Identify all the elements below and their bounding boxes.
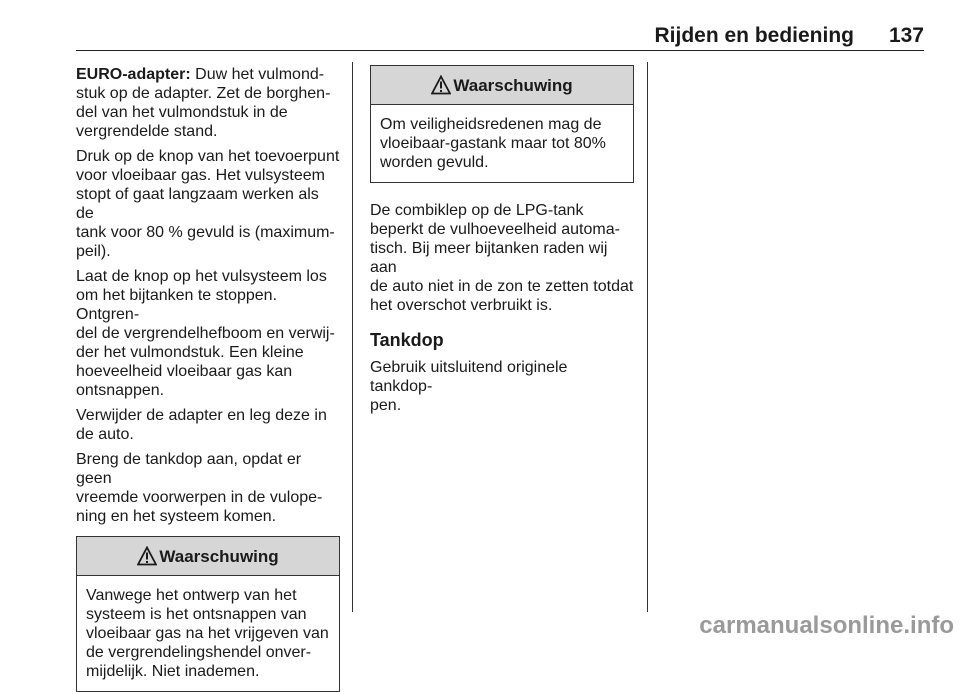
warning-box-left <box>76 536 340 692</box>
paragraph-fit-cap: Breng de tankdop aan, opdat er geen vreemde voorwerpen in de vulope- ning en het systeem komen. <box>76 451 323 525</box>
column-divider-right <box>647 62 648 612</box>
column-divider-left <box>352 62 353 612</box>
warning-header <box>371 66 633 105</box>
right-column <box>370 65 634 421</box>
euro-adapter-label: EURO-adapter: <box>76 66 191 83</box>
paragraph-press-button: Druk op de knop van het toevoerpunt voor vloeibaar gas. Het vulsysteem stopt of gaat langzaam werken als de tank voor 80 % gevuld is (maximum- peil). <box>76 148 340 260</box>
section-heading-tankdop: Tankdop <box>370 330 444 350</box>
footer-watermark: carmanualsonline.info <box>699 612 954 639</box>
warning-box-right <box>370 65 634 183</box>
warning-text: Om veiligheidsredenen mag de vloeibaar-gastank maar tot 80% worden gevuld. <box>380 116 606 171</box>
warning-text: Vanwege het ontwerp van het systeem is het ontsnappen van vloeibaar gas na het vrijgeven van de vergrendelingshendel onver- mijdelijk. Niet inademen. <box>86 587 329 680</box>
page-number: 137 <box>888 24 924 47</box>
section-title-header: Rijden en bediening <box>654 24 854 47</box>
warning-triangle-icon <box>137 546 157 566</box>
paragraph-original-caps: Gebruik uitsluitend originele tankdop- pen. <box>370 359 568 414</box>
warning-title: Waarschuwing <box>453 75 573 95</box>
page-header <box>76 22 924 51</box>
paragraph-euro-adapter <box>76 65 340 141</box>
paragraph-release-button: Laat de knop op het vulsysteem los om het bijtanken te stoppen. Ontgren- del de vergrendelhefboom en verwij- der het vulmondstuk. Een kleine hoeveelheid vloeibaar gas kan ontsnappen. <box>76 268 335 399</box>
warning-title: Waarschuwing <box>159 546 279 566</box>
euro-adapter-text: Duw het vulmond- stuk op de adapter. Zet de borghen- del van het vulmondstuk in de vergrendelde stand. <box>76 66 331 140</box>
warning-header <box>77 537 339 576</box>
left-column <box>76 65 340 692</box>
warning-triangle-icon <box>431 75 451 95</box>
paragraph-remove-adapter: Verwijder de adapter en leg deze in de auto. <box>76 407 327 443</box>
paragraph-combi-valve: De combiklep op de LPG-tank beperkt de vulhoeveelheid automa- tisch. Bij meer bijtanken raden wij aan de auto niet in de zon te zetten totdat het overschot verbruikt is. <box>370 202 634 314</box>
